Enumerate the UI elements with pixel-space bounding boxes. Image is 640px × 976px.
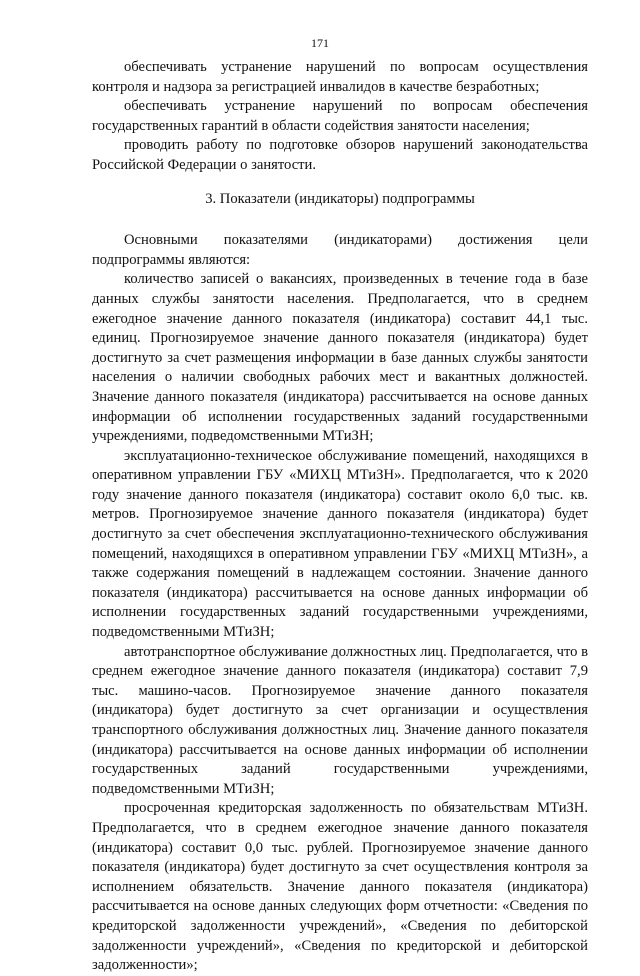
paragraph: обеспечивать устранение нарушений по вопросам обеспечения государственных гарантий в области содействия занятости населения; [92,98,588,134]
paragraph: эксплуатационно-техническое обслуживание помещений, находящихся в оперативном управлении ГБУ «МИХЦ МТиЗН». Предполагается, что к 2020 году значение данного показателя (индикатора) составит около 6,0 тыс. кв. метров. Прогнозируемое значение данного показателя (индикатора) будет достигнуто за счет обеспечения эксплуатационно-технического обслуживания помещений, находящихся в оперативном управлении ГБУ «МИХЦ МТиЗН», а также содержания помещений в надлежащем состоянии. Значение данного показателя (индикатора) рассчитывается на основе данных информации об исполнении государственных заданий государственными учреждениями, подведомственными МТиЗН; [92,447,588,641]
paragraph: просроченная кредиторская задолженность по обязательствам МТиЗН. Предполагается, что в среднем ежегодное значение данного показателя (индикатора) составит 0,0 тыс. рублей. Прогнозируемое значение данного показателя (индикатора) будет достигнуто за счет осуществления контроля за исполнением обязательств. Значение данного показателя (индикатора) рассчитывается на основе данных следующих форм отчетности: «Сведения по кредиторской задолженности учреждений», «Сведения по дебиторской задолженности учреждений», «Сведения по кредиторской и дебиторской задолженности»; [92,800,588,974]
document-body [92,58,588,976]
paragraph: Основными показателями (индикаторами) достижения цели подпрограммы являются: [92,232,588,268]
page-number: 171 [311,36,329,50]
paragraph: количество записей о вакансиях, произведенных в течение года в базе данных службы занятости населения. Предполагается, что в среднем ежегодное значение данного показателя (индикатора) составит 44,1 тыс. единиц. Прогнозируемое значение данного показателя (индикатора) будет достигнуто за счет размещения информации в базе данных службы занятости населения о наличии свободных рабочих мест и вакантных должностей. Значение данного показателя (индикатора) рассчитывается на основе данных информации об исполнении государственных заданий государственными учреждениями, подведомственными МТиЗН; [92,271,588,445]
section-heading: 3. Показатели (индикаторы) подпрограммы [205,190,475,207]
paragraph: проводить работу по подготовке обзоров нарушений законодательства Российской Федерации о занятости. [92,137,588,173]
paragraph: автотранспортное обслуживание должностных лиц. Предполагается, что в среднем ежегодное значение данного показателя (индикатора) составит 7,9 тыс. машино-часов. Прогнозируемое значение данного показателя (индикатора) будет достигнуто за счет организации и осуществления транспортного обслуживания должностных лиц. Значение данного показателя (индикатора) рассчитывается на основе данных информации об исполнении государственных заданий государственными учреждениями, подведомственными МТиЗН; [92,643,588,797]
paragraph: обеспечивать устранение нарушений по вопросам осуществления контроля и надзора за регистрацией инвалидов в качестве безработных; [92,59,588,95]
